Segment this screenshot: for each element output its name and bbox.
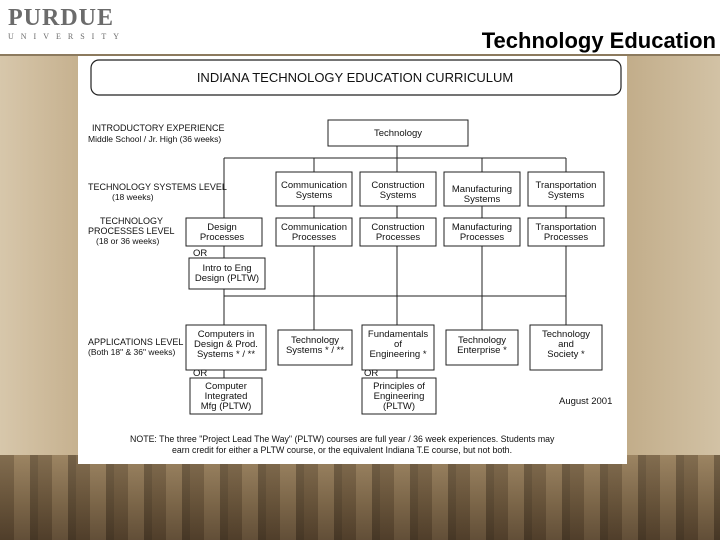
date-label: August 2001 <box>559 396 613 407</box>
level-applications-title: APPLICATIONS LEVEL <box>88 337 184 347</box>
label-principles-engineering: Principles of Engineering (PLTW) <box>373 381 425 412</box>
label-manufacturing-processes: Manufacturing Processes <box>451 222 513 243</box>
level-processes-title-2: PROCESSES LEVEL <box>88 226 175 236</box>
note-line-2: earn credit for either a PLTW course, or the equivalent Indiana T.E course, but not both. <box>172 445 513 455</box>
label-technology: Technology <box>373 128 423 139</box>
or-label-processes: OR <box>193 248 208 259</box>
label-construction-processes: Construction Processes <box>371 222 425 243</box>
level-intro-title: INTRODUCTORY EXPERIENCE <box>92 123 225 133</box>
label-technology-systems: Technology Systems * / ** <box>285 335 345 356</box>
label-construction-systems: Construction Systems <box>371 180 425 201</box>
label-communication-processes: Communication Processes <box>281 222 347 243</box>
label-computer-integrated-mfg: Computer Integrated Mfg (PLTW) <box>200 381 252 412</box>
label-intro-eng-design: Intro to Eng Design (PLTW) <box>194 263 260 284</box>
level-processes-title: TECHNOLOGY <box>100 216 164 226</box>
label-manufacturing-systems: Manufacturing Systems <box>451 184 513 205</box>
slide-title: Technology Education <box>481 28 716 53</box>
label-communication-systems: Communication Systems <box>281 180 347 201</box>
label-transportation-processes: Transportation Processes <box>535 222 597 243</box>
logo-subtitle: UNIVERSITY <box>8 32 126 41</box>
label-computers-design: Computers in Design & Prod. Systems * / ** <box>194 329 258 360</box>
label-design-processes: Design Processes <box>199 222 245 243</box>
label-fundamentals-engineering: Fundamentals of Engineering * <box>367 329 429 360</box>
logo-wordmark: PURDUE <box>8 5 114 31</box>
note-line-1: NOTE: The three "Project Lead The Way" (PLTW) courses are full year / 36 week experiences. Students may <box>130 434 555 444</box>
diagram-title: INDIANA TECHNOLOGY EDUCATION CURRICULUM <box>196 70 514 85</box>
level-intro-sub: Middle School / Jr. High (36 weeks) <box>88 134 222 144</box>
label-technology-enterprise: Technology Enterprise * <box>457 335 507 356</box>
label-transportation-systems: Transportation Systems <box>535 180 597 201</box>
level-systems-sub: (18 weeks) <box>112 192 154 202</box>
label-technology-society: Technology and Society * <box>541 329 591 360</box>
level-processes-sub: (18 or 36 weeks) <box>96 236 160 246</box>
or-label-computers: OR <box>193 368 208 379</box>
or-label-fundamentals: OR <box>364 368 379 379</box>
level-applications-sub: (Both 18" & 36" weeks) <box>88 347 176 357</box>
level-systems-title: TECHNOLOGY SYSTEMS LEVEL <box>88 182 227 192</box>
